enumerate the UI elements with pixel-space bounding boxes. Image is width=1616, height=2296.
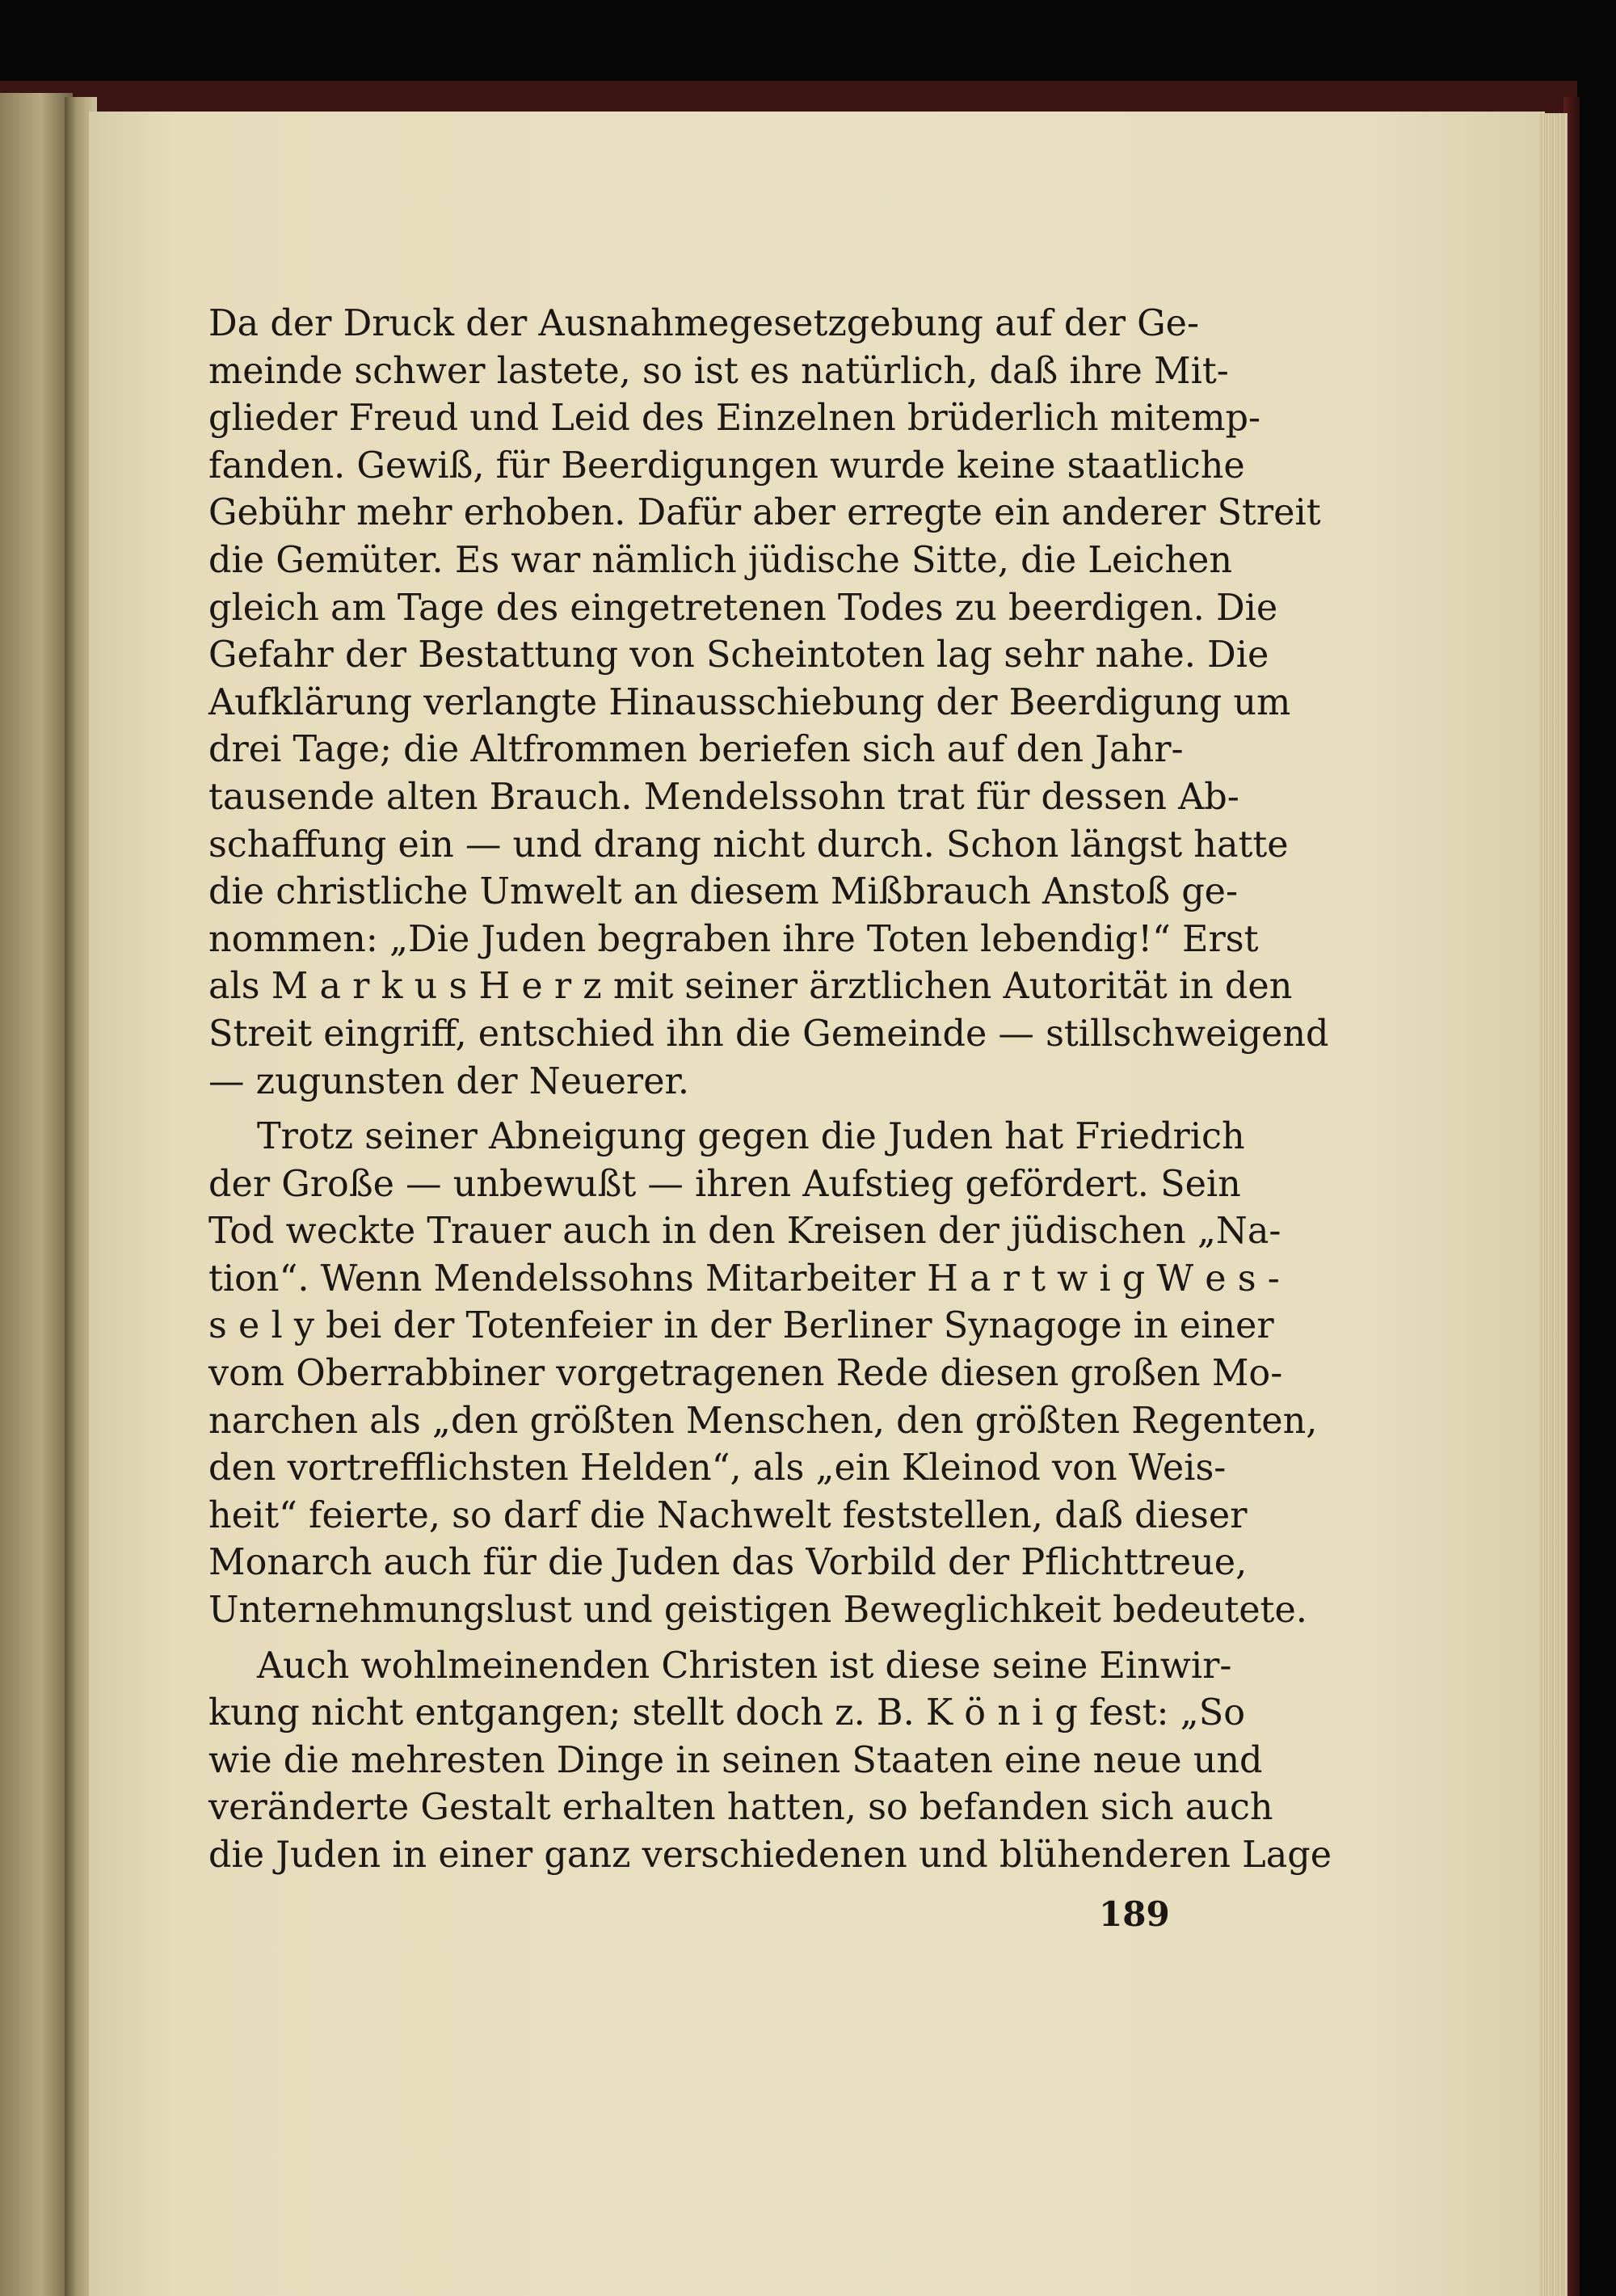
text-line: die christliche Umwelt an diesem Mißbrauch Anstoß ge- xyxy=(208,871,1239,913)
text-line: Auch wohlmeinenden Christen ist diese seine Einwir- xyxy=(257,1645,1232,1687)
body-text xyxy=(208,301,1332,1888)
text-line: drei Tage; die Altfrommen beriefen sich auf den Jahr- xyxy=(208,729,1184,771)
text-line: — zugunsten der Neuerer. xyxy=(208,1060,690,1102)
text-line: den vortrefflichsten Helden“, als „ein Kleinod von Weis- xyxy=(208,1447,1227,1489)
text-line: nommen: „Die Juden begraben ihre Toten lebendig!“ Erst xyxy=(208,918,1259,960)
text-line: wie die mehresten Dinge in seinen Staaten eine neue und xyxy=(208,1739,1263,1781)
text-line: fanden. Gewiß, für Beerdigungen wurde keine staatliche xyxy=(208,444,1245,487)
text-line: Gefahr der Bestattung von Scheintoten lag sehr nahe. Die xyxy=(208,634,1269,676)
paragraph xyxy=(208,1114,1318,1635)
text-line: vom Oberrabbiner vorgetragenen Rede diesen großen Mo- xyxy=(208,1353,1283,1395)
text-line: narchen als „den größten Menschen, den größten Regenten, xyxy=(208,1400,1318,1442)
text-line: glieder Freud und Leid des Einzelnen brüderlich mitemp- xyxy=(208,398,1261,440)
paragraph xyxy=(208,1643,1332,1880)
paragraph xyxy=(208,301,1329,1106)
text-line: Monarch auch für die Juden das Vorbild der Pflichttreue, xyxy=(208,1542,1248,1584)
text-line: schaffung ein — und drang nicht durch. Schon längst hatte xyxy=(208,824,1289,866)
text-line: s e l y bei der Totenfeier in der Berliner Synagoge in einer xyxy=(208,1305,1274,1347)
text-line: die Juden in einer ganz verschiedenen und blühenderen Lage xyxy=(208,1835,1332,1876)
text-line: heit“ feierte, so darf die Nachwelt feststellen, daß dieser xyxy=(208,1494,1248,1536)
text-line: kung nicht entgangen; stellt doch z. B. K ö n i g fest: „So xyxy=(208,1692,1246,1734)
text-line: als M a r k u s H e r z mit seiner ärztlichen Autorität in den xyxy=(208,966,1293,1008)
text-line: Aufklärung verlangte Hinausschiebung der Beerdigung um xyxy=(208,681,1291,723)
text-line: Tod weckte Trauer auch in den Kreisen der jüdischen „Na- xyxy=(208,1211,1281,1253)
text-line: Streit eingriff, entschied ihn die Gemeinde — stillschweigend xyxy=(208,1013,1329,1055)
text-line: veränderte Gestalt erhalten hatten, so befanden sich auch xyxy=(208,1787,1273,1829)
text-line: gleich am Tage des eingetretenen Todes zu beerdigen. Die xyxy=(208,587,1278,629)
page-stack-edge xyxy=(1539,113,1568,2296)
page-number: 189 xyxy=(1099,1894,1170,1934)
text-line: tausende alten Brauch. Mendelssohn trat für dessen Ab- xyxy=(208,776,1239,818)
text-line: Gebühr mehr erhoben. Dafür aber erregte ein anderer Streit xyxy=(208,492,1321,534)
text-line: meinde schwer lastete, so ist es natürlich, daß ihre Mit- xyxy=(208,350,1229,392)
text-line: die Gemüter. Es war nämlich jüdische Sitte, die Leichen xyxy=(208,539,1232,581)
text-line: Trotz seiner Abneigung gegen die Juden hat Friedrich xyxy=(257,1116,1245,1158)
text-line: tion“. Wenn Mendelssohns Mitarbeiter H a r t w i g W e s - xyxy=(208,1258,1280,1300)
text-line: Da der Druck der Ausnahmegesetzgebung auf der Ge- xyxy=(208,303,1200,344)
text-line: der Große — unbewußt — ihren Aufstieg gefördert. Sein xyxy=(208,1163,1241,1205)
previous-page-edge xyxy=(0,93,73,2296)
text-line: Unternehmungslust und geistigen Beweglichkeit bedeutete. xyxy=(208,1590,1307,1632)
